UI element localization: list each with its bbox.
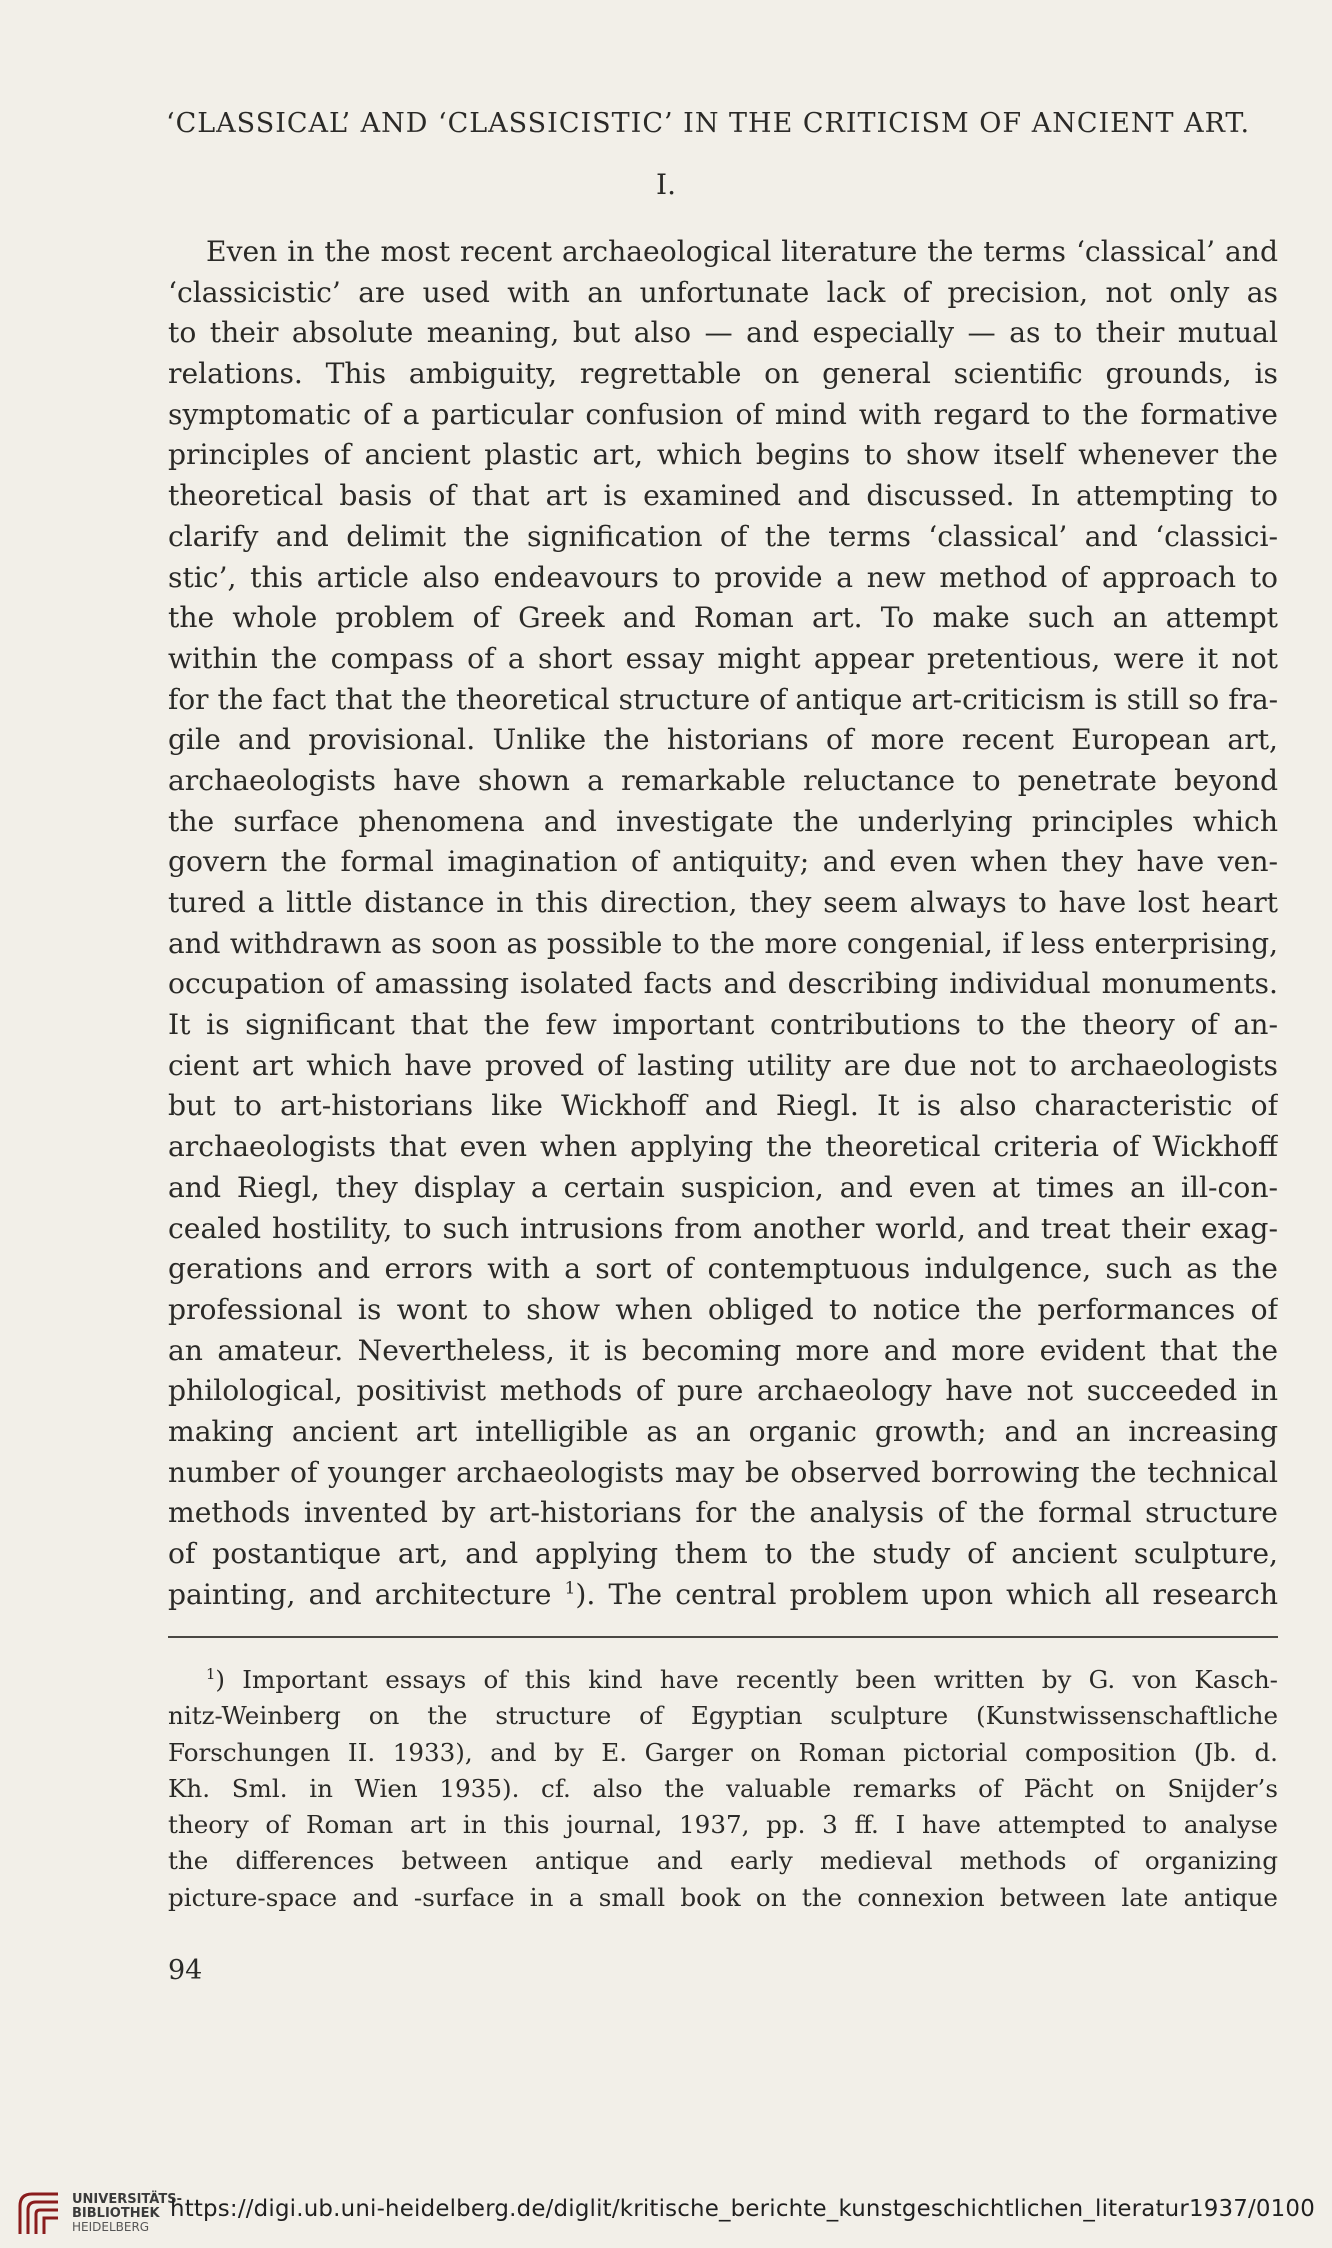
body-text xyxy=(168,232,1278,1615)
footnote-line: the differences between antique and early medieval methods of organizing xyxy=(168,1846,1278,1876)
footnote-line: theory of Roman art in this journal, 1937, pp. 3 ff. I have attempted to analyse xyxy=(168,1810,1278,1840)
library-name-line: UNIVERSITÄTS- xyxy=(72,2192,182,2207)
body-line: Even in the most recent archaeological literature the terms ‘classical’ and xyxy=(206,235,1278,268)
body-line: gerations and errors with a sort of contemptuous indulgence, such as the xyxy=(168,1252,1278,1286)
footnote-line xyxy=(168,1662,1278,1698)
body-text-fragment: ). The central problem upon which all research xyxy=(575,1577,1278,1611)
body-line: making ancient art intelligible as an organic growth; and an increasing xyxy=(168,1414,1278,1448)
body-line: archaeologists have shown a remarkable reluctance to penetrate beyond xyxy=(168,763,1278,797)
library-name xyxy=(72,2193,182,2234)
body-line: stic’, this article also endeavours to provide a new method of approach to xyxy=(168,560,1278,594)
section-number: I. xyxy=(656,168,676,201)
body-line: and Riegl, they display a certain suspicion, and even at times an ill-con- xyxy=(168,1170,1278,1204)
source-url-link[interactable]: https://digi.ub.uni-heidelberg.de/diglit/kritische_berichte_kunstgeschichtlichen_literatur1937/0100 xyxy=(170,2196,1315,2222)
body-line: relations. This ambiguity, regrettable on general scientific grounds, is xyxy=(168,357,1278,391)
footnote-line: Kh. Sml. in Wien 1935). cf. also the valuable remarks of Pächt on Snijder’s xyxy=(168,1773,1278,1803)
body-line: and withdrawn as soon as possible to the more congenial, if less enterprising, xyxy=(168,926,1278,960)
library-logo-icon xyxy=(14,2188,64,2238)
footnote-line: picture-space and -surface in a small book on the connexion between late antique xyxy=(168,1882,1278,1912)
body-line: It is significant that the few important contributions to the theory of an- xyxy=(168,1008,1278,1042)
body-line: govern the formal imagination of antiquity; and even when they have ven- xyxy=(168,845,1278,879)
body-line: professional is wont to show when obliged to notice the performances of xyxy=(168,1292,1278,1326)
body-line: of postantique art, and applying them to the study of ancient sculpture, xyxy=(168,1537,1278,1570)
library-name-line: BIBLIOTHEK xyxy=(72,2206,160,2221)
body-line: to their absolute meaning, but also — and especially — as to their mutual xyxy=(168,316,1278,350)
body-line: number of younger archaeologists may be observed borrowing the technical xyxy=(168,1455,1278,1489)
body-line: cient art which have proved of lasting utility are due not to archaeologists xyxy=(168,1048,1278,1082)
body-line: theoretical basis of that art is examined and discussed. In attempting to xyxy=(168,479,1278,513)
body-line: an amateur. Nevertheless, it is becoming more and more evident that the xyxy=(168,1333,1278,1367)
body-line: philological, positivist methods of pure archaeology have not succeeded in xyxy=(168,1374,1278,1408)
body-line: principles of ancient plastic art, which begins to show itself whenever the xyxy=(168,438,1278,472)
body-line: but to art-historians like Wickhoff and Riegl. It is also characteristic of xyxy=(168,1089,1278,1123)
footer-bar xyxy=(0,2176,1332,2248)
body-line: archaeologists that even when applying the theoretical criteria of Wickhoff xyxy=(168,1130,1278,1164)
footnote-line: Forschungen II. 1933), and by E. Garger on Roman pictorial composition (Jb. d. xyxy=(168,1737,1278,1767)
footnote-divider xyxy=(168,1636,1278,1638)
body-line: for the fact that the theoretical structure of antique art-criticism is still so fra- xyxy=(168,682,1278,716)
footnote-reference[interactable]: 1 xyxy=(564,1577,576,1598)
body-line: cealed hostility, to such intrusions from another world, and treat their exag- xyxy=(168,1211,1278,1245)
body-line: gile and provisional. Unlike the historians of more recent European art, xyxy=(168,723,1278,757)
body-line: the whole problem of Greek and Roman art. To make such an attempt xyxy=(168,601,1278,635)
body-line: within the compass of a short essay might appear pretentious, were it not xyxy=(168,641,1278,675)
library-name-line: HEIDELBERG xyxy=(72,2220,150,2234)
footnote-line: nitz-Weinberg on the structure of Egyptian sculpture (Kunstwissenschaftliche xyxy=(168,1701,1278,1731)
body-line: the surface phenomena and investigate the underlying principles which xyxy=(168,804,1278,838)
footnote-marker: 1 xyxy=(206,1665,216,1683)
running-head: ‘CLASSICAL’ AND ‘CLASSICISTIC’ IN THE CRITICISM OF ANCIENT ART. xyxy=(166,108,1251,139)
body-line: methods invented by art-historians for the analysis of the formal structure xyxy=(168,1496,1278,1530)
body-line-last xyxy=(168,1575,1278,1616)
body-line: symptomatic of a particular confusion of mind with regard to the formative xyxy=(168,397,1278,431)
footnotes xyxy=(168,1662,1278,1916)
body-line: occupation of amassing isolated facts and describing individual monuments. xyxy=(168,967,1278,1001)
body-text-fragment: painting, and architecture xyxy=(168,1577,565,1611)
footnote-text: ) Important essays of this kind have recently been written by G. von Kasch- xyxy=(215,1665,1278,1694)
body-line: ‘classicistic’ are used with an unfortunate lack of precision, not only as xyxy=(168,275,1278,309)
page-number: 94 xyxy=(168,1955,203,1986)
body-line: tured a little distance in this direction, they seem always to have lost heart xyxy=(168,886,1278,919)
body-line: clarify and delimit the signification of the terms ‘classical’ and ‘classici- xyxy=(168,519,1278,553)
